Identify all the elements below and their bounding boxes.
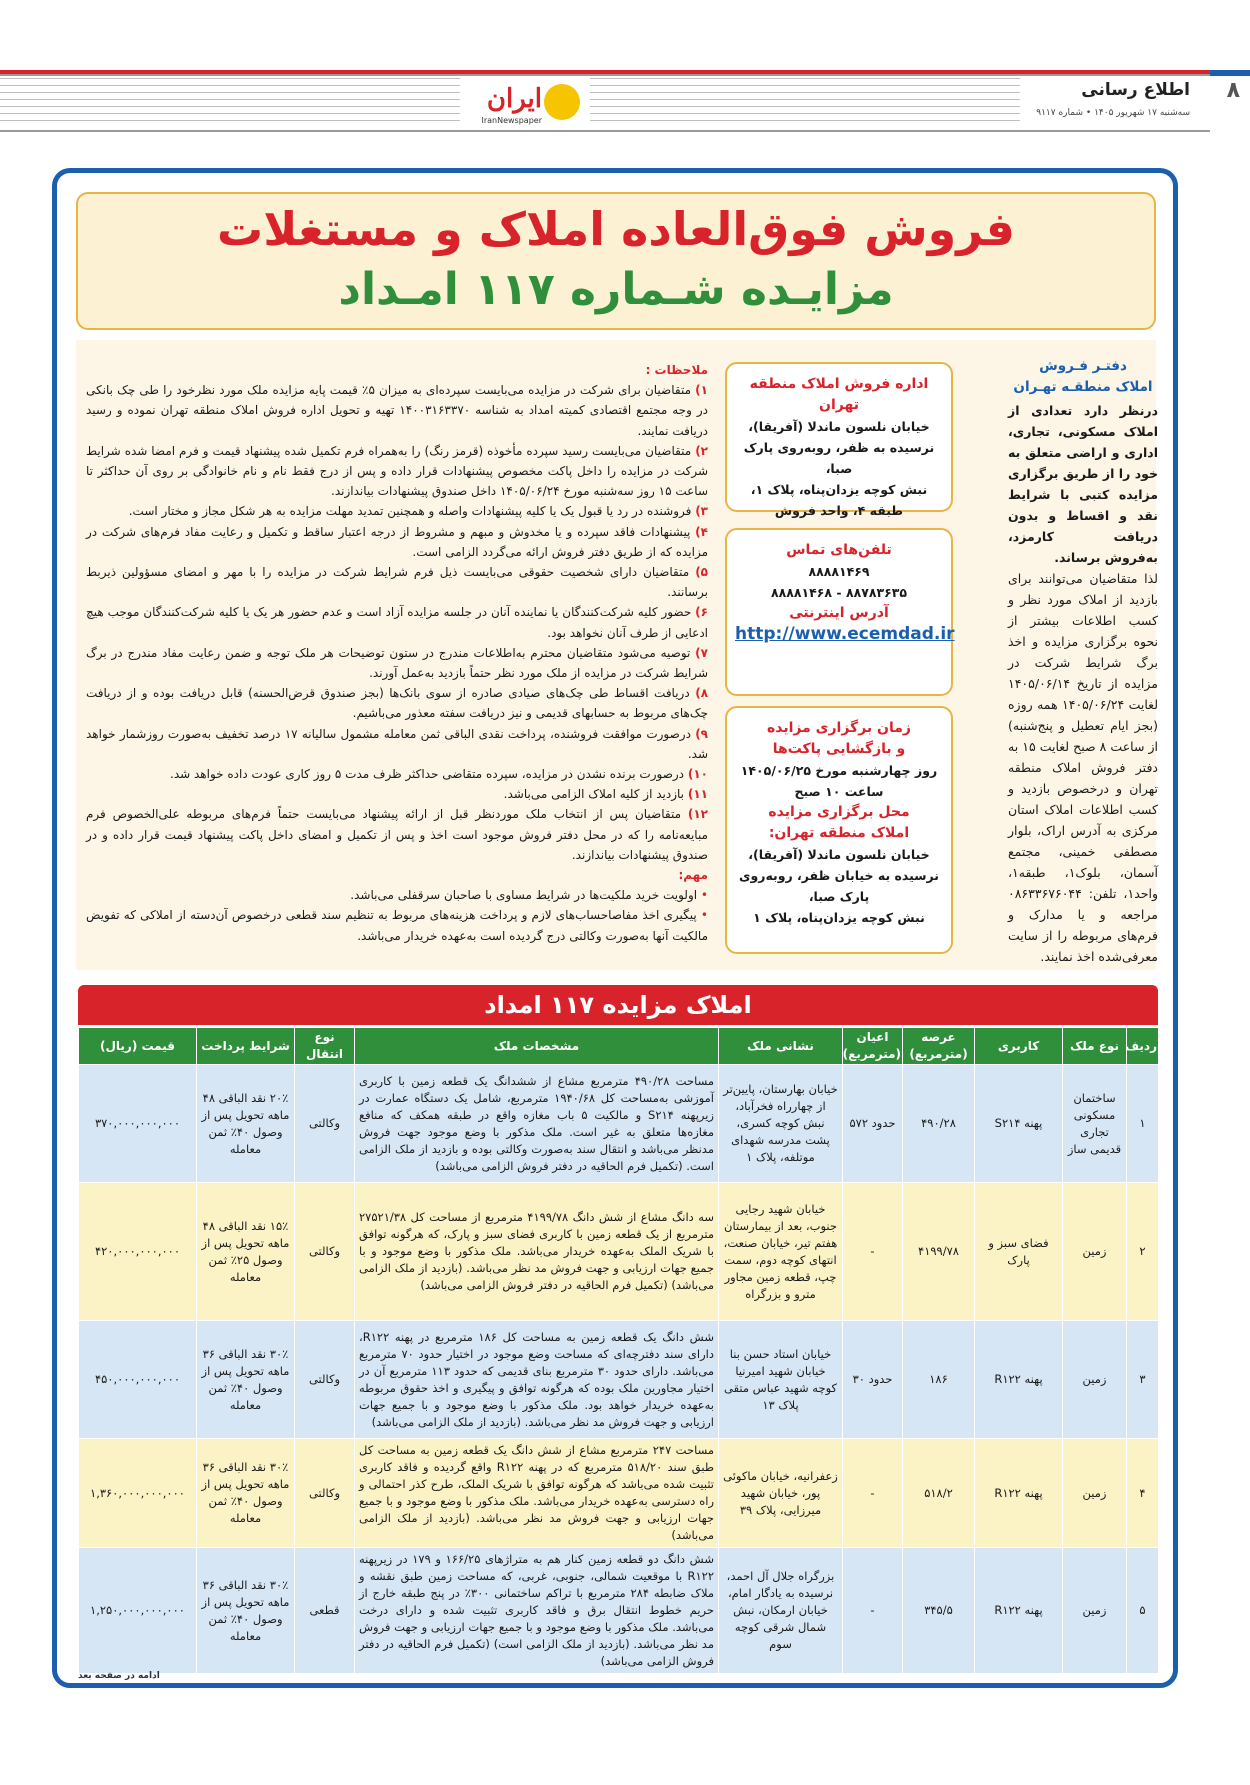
col-header-transfer: نوع انتقال <box>295 1028 355 1065</box>
cell-payment: ۳۰٪ نقد الباقی ۳۶ ماهه تحویل پس از وصول ۴۰٪ ثمن معامله <box>197 1321 295 1439</box>
cell-price: ۱,۲۵۰,۰۰۰,۰۰۰,۰۰۰ <box>79 1548 197 1674</box>
auction-time-title1: زمان برگزاری مزایده <box>767 720 911 736</box>
table-row <box>79 1321 1159 1439</box>
logo-subtitle: IranNewspaper <box>481 116 542 125</box>
cell-area: ۱۸۶ <box>903 1321 975 1439</box>
note-item: ۵) متقاضیان دارای شخصیت حقوقی می‌بایست ذیل فرم شرایط شرکت در مزایده را با مهر و امضای مسؤولین ذیربط برسانند. <box>86 565 708 600</box>
note-item: ۱۰) درصورت برنده نشدن در مزایده، سپرده متقاضی حداکثر ظرف مدت ۵ روز کاری عودت داده خواهد شد. <box>170 767 708 782</box>
bullet-icon: • <box>700 908 708 923</box>
cell-row: ۵ <box>1127 1548 1159 1674</box>
cell-usage: پهنه R۱۲۲ <box>975 1321 1063 1439</box>
cell-spec: مساحت ۴۹۰/۲۸ مترمربع مشاع از ششدانگ یک قطعه زمین با کاربری آموزشی به‌مساحت کل ۱۹۴۰/۶۸ مترمربع، شامل یک دستگاه عمارت در زیرپهنه S۲۱۴ و مالکیت ۵ باب مغازه واقع در طبقه همکف که منافع مغازه‌ها متعلق به غیر است. ملک مذکور با وضع موجود جهت فروش مدنظر می‌باشد و انتقال سند به‌صورت وکالتی بوده و بازدید از ملک الزامی است. (تکمیل فرم الحاقیه در دفتر فروش الزامی می‌باشد) <box>355 1065 719 1183</box>
cell-price: ۴۵۰,۰۰۰,۰۰۰,۰۰۰ <box>79 1321 197 1439</box>
cell-building: حدود ۳۰ <box>843 1321 903 1439</box>
cell-row: ۴ <box>1127 1439 1159 1548</box>
sun-icon <box>544 84 580 120</box>
table-row <box>79 1183 1159 1321</box>
auction-time-title2: و بازگشایی پاکت‌ها <box>772 741 906 757</box>
col-header-building: اعیان (مترمربع) <box>843 1028 903 1065</box>
cell-payment: ۳۰٪ نقد الباقی ۳۶ ماهه تحویل پس از وصول ۴۰٪ ثمن معامله <box>197 1548 295 1674</box>
cell-area: ۴۹۰/۲۸ <box>903 1065 975 1183</box>
cell-area: ۵۱۸/۲ <box>903 1439 975 1548</box>
auction-date: روز چهارشنبه مورخ ۱۴۰۵/۰۶/۲۵ <box>740 763 938 778</box>
col-header-address: نشانی ملک <box>719 1028 843 1065</box>
contact-title: تلفن‌های تماس <box>786 542 892 558</box>
hero-title: فروش فوق‌العاده املاک و مستغلات <box>216 202 1016 256</box>
table-header-row <box>79 1028 1159 1065</box>
cell-usage: پهنه S۲۱۴ <box>975 1065 1063 1183</box>
cell-building: - <box>843 1439 903 1548</box>
important-item: • پیگیری اخذ مفاصاحساب‌های لازم و پرداخت هزینه‌های مربوط به تنظیم سند قطعی درخصوص آن‌دسته از املاکی که تفویض مالکیت آنها به‌صورت وکالتی درج گردیده است به‌عهده خریدار می‌باشد. <box>86 908 708 943</box>
phone-1[interactable]: ۸۸۸۸۱۴۶۹ <box>808 564 870 579</box>
sales-office-line3: نبش کوچه یزدان‌پناه، پلاک ۱، <box>750 482 928 497</box>
auction-hour: ساعت ۱۰ صبح <box>794 784 884 799</box>
cell-transfer: وکالتی <box>295 1439 355 1548</box>
note-item: ۷) توصیه می‌شود متقاضیان محترم به‌اطلاعات مندرج در ستون توضیحات هر ملک توجه و ضمن رعایت مفاد مندرج در برگ شرایط شرکت در مزایده از ملک مورد نظر حتماً بازدید به‌عمل آورند. <box>86 645 708 681</box>
cell-spec: شش دانگ دو قطعه زمین کنار هم به متراژهای ۱۶۶/۲۵ و ۱۷۹ در زیرپهنه R۱۲۲ با موقعیت شمالی، جنوبی، غربی، که مساحت زمین طبق نقشه و ملاک ضابطه ۲۸۴ مترمربع با تراکم ساختمانی ۳۰۰٪ در پنج طبقه خارج از حریم خطوط انتقال برق و فاقد کاربری تثبیت شده و دارای درخت می‌باشد. ملک مذکور با وضع موجود و با جمیع جهات ارزیابی و جهت فروش مد نظر می‌باشد. (بازدید از ملک الزامی است) (تکمیل فرم الحاقیه در دفتر فروش الزامی می‌باشد) <box>355 1548 719 1674</box>
page-number: ۸ <box>1226 78 1240 103</box>
cell-address: خیابان استاد حسن بنا خیابان شهید امیرنیا کوچه شهید عباس متقی پلاک ۱۳ <box>719 1321 843 1439</box>
office-title-line1: دفتـر فـروش <box>1039 358 1127 374</box>
auction-address1: خیابان نلسون ماندلا (آفریقا)، <box>748 847 930 862</box>
note-item: ۱۱) بازدید از کلیه املاک الزامی می‌باشد. <box>503 787 708 802</box>
cell-price: ۱,۳۶۰,۰۰۰,۰۰۰,۰۰۰ <box>79 1439 197 1548</box>
note-item: ۴) پیشنهادات فاقد سپرده و یا مخدوش و مبهم و مشروط از درجه اعتبار ساقط و تکمیل و رعایت مفاد فرم‌های شرکت در مزایده که از طریق دفتر فروش ارائه می‌گردد الزامی است. <box>86 524 708 559</box>
header-rule-blue <box>1210 70 1250 76</box>
col-header-usage: کاربری <box>975 1028 1063 1065</box>
header-decor-lines-left <box>0 78 460 127</box>
office-column <box>1008 356 1158 967</box>
issue-line: سه‌شنبه ۱۷ شهریور ۱۴۰۵ • شماره ۹۱۱۷ <box>1036 108 1190 118</box>
office-intro: درنظر دارد تعدادی از املاک مسکونی، تجاری، اداری و اراضی متعلق به خود را از طریق برگزاری مزایده کتبی با شرایط نقد و اقساط و بدون دریافت کارمزد، به‌فروش برساند. <box>1008 403 1158 565</box>
cell-usage: فضای سبز و پارک <box>975 1183 1063 1321</box>
cell-row: ۲ <box>1127 1183 1159 1321</box>
cell-spec: شش دانگ یک قطعه زمین به مساحت کل ۱۸۶ مترمربع در پهنه R۱۲۲، دارای سند دفترچه‌ای که مساحت وضع موجود در اختیار حدود ۷۰ مترمربع می‌باشد. دارای حدود ۳۰ مترمربع بنای قدیمی که حدود ۱۱۳ مترمربع آن در اختیار مجاورین ملک بوده که هرگونه توافق و پیگیری و اخذ حقوق مربوطه به‌عهده خریدار خواهد بود. ملک مذکور با وضع موجود و با جمیع جهات ارزیابی و جهت فروش مد نظر می‌باشد. (بازدید از ملک الزامی می‌باشد) <box>355 1321 719 1439</box>
sales-office-line2: نرسیده به ظفر، روبه‌روی پارک صبا، <box>743 440 935 476</box>
table-row <box>79 1548 1159 1674</box>
header-decor-lines-right <box>590 78 1020 127</box>
header-rule-bottom <box>0 130 1210 132</box>
contact-box <box>725 528 953 696</box>
cell-payment: ۲۰٪ نقد الباقی ۴۸ ماهه تحویل پس از وصول ۴۰٪ ثمن معامله <box>197 1065 295 1183</box>
cell-transfer: وکالتی <box>295 1321 355 1439</box>
col-header-spec: مشخصات ملک <box>355 1028 719 1065</box>
continued-note: ادامه در صفحه بعد <box>78 1671 160 1681</box>
office-title-line2: املاک منطقـه تهـران <box>1013 379 1153 395</box>
table-row <box>79 1439 1159 1548</box>
notes-column <box>86 360 708 946</box>
sales-office-box <box>725 362 953 518</box>
note-item: ۱۲) متقاضیان پس از انتخاب ملک موردنظر قبل از ارائه پیشنهاد می‌بایست حتماً فرم‌های مربوطه علی‌الخصوص فرم مبایعه‌نامه را که در محل دفتر فروش موجود است اخذ و پس از تکمیل و امضای داخل پاکت پیشنهاد قیمت قرار داده و در صندوق پیشنهادات بیاندازند. <box>86 807 708 862</box>
cell-area: ۴۱۹۹/۷۸ <box>903 1183 975 1321</box>
col-header-payment: شرایط پرداخت <box>197 1028 295 1065</box>
cell-building: - <box>843 1183 903 1321</box>
bullet-icon: • <box>700 888 708 903</box>
sales-office-line4: طبقه ۴، واحد فروش <box>774 503 904 518</box>
auction-place-title1: محل برگزاری مزایده <box>768 804 910 820</box>
col-header-type: نوع ملک <box>1063 1028 1127 1065</box>
cell-type: زمین <box>1063 1321 1127 1439</box>
cell-row: ۳ <box>1127 1321 1159 1439</box>
important-heading: مهم: <box>678 868 708 883</box>
col-header-area: عرصه (مترمربع) <box>903 1028 975 1065</box>
auction-address3: نبش کوچه یزدان‌پناه، پلاک ۱ <box>753 910 925 925</box>
notes-heading: ملاحظات : <box>645 363 708 377</box>
cell-price: ۴۲۰,۰۰۰,۰۰۰,۰۰۰ <box>79 1183 197 1321</box>
cell-building: حدود ۵۷۲ <box>843 1065 903 1183</box>
logo-name: ایران <box>486 84 542 114</box>
cell-transfer: وکالتی <box>295 1183 355 1321</box>
properties-table <box>78 1027 1159 1674</box>
cell-spec: مساحت ۲۴۷ مترمربع مشاع از شش دانگ یک قطعه زمین به مساحت کل طبق سند ۵۱۸/۲۰ مترمربع که در پهنه R۱۲۲ واقع گردیده و فاقد کاربری تثبیت شده می‌باشد که هرگونه توافق با شریک الملک، طرح کذر احتمالی و راه دسترسی به‌عهده خریدار می‌باشد. ملک مذکور با وضع موجود و با جمیع جهات ارزیابی و جهت فروش مد نظر می‌باشد. (بازدید از ملک الزامی می‌باشد) <box>355 1439 719 1548</box>
auction-place-title2: املاک منطقه تهران: <box>768 825 910 841</box>
note-item: ۸) دریافت اقساط طی چک‌های صیادی صادره از سوی بانک‌ها (بجز صندوق قرض‌الحسنه) قابل دریافت بوده و از دریافت چک‌های مربوط به حسابهای قدیمی و نیز دریافت سفته معذور می‌باشیم. <box>86 686 709 721</box>
cell-payment: ۳۰٪ نقد الباقی ۳۶ ماهه تحویل پس از وصول ۴۰٪ ثمن معامله <box>197 1439 295 1548</box>
cell-usage: پهنه R۱۲۲ <box>975 1439 1063 1548</box>
hero-subtitle: مزایـده شـماره ۱۱۷ امـداد <box>338 264 894 315</box>
cell-type: زمین <box>1063 1439 1127 1548</box>
cell-usage: پهنه R۱۲۲ <box>975 1548 1063 1674</box>
cell-area: ۳۴۵/۵ <box>903 1548 975 1674</box>
cell-address: زعفرانیه، خیابان ماکوئی پور، خیابان شهید میرزایی، پلاک ۳۹ <box>719 1439 843 1548</box>
col-header-price: قیمت (ریال) <box>79 1028 197 1065</box>
phone-2[interactable]: ۸۸۷۸۳۶۳۵ - ۸۸۸۸۱۴۶۸ <box>771 585 907 600</box>
sales-office-line1: خیابان نلسون ماندلا (آفریقا)، <box>748 419 930 434</box>
auction-time-box <box>725 706 953 954</box>
cell-address: خیابان بهارستان، پایین‌تر از چهارراه فخرآباد، نبش کوچه کسری، پشت مدرسه شهدای موتلفه، پلاک ۱ <box>719 1065 843 1183</box>
table-title: املاک مزایده ۱۱۷ امداد <box>78 985 1158 1025</box>
note-item: ۶) حضور کلیه شرکت‌کنندگان یا نماینده آنان در جلسه مزایده آزاد است و عدم حضور هر یک یا کلیه شرکت‌کنندگان موجب هیچ ادعایی از طرف آنان نخواهد بود. <box>86 605 708 640</box>
cell-building: - <box>843 1548 903 1674</box>
cell-type: ساختمان مسکونی تجاری قدیمی ساز <box>1063 1065 1127 1183</box>
cell-transfer: قطعی <box>295 1548 355 1674</box>
sales-office-title: اداره فروش املاک منطقه تهران <box>749 376 929 413</box>
table-row <box>79 1065 1159 1183</box>
section-title: اطلاع رسانی <box>1081 80 1190 100</box>
hero-banner <box>76 192 1156 330</box>
cell-type: زمین <box>1063 1183 1127 1321</box>
cell-address: بزرگراه جلال آل احمد، نرسیده به یادگار امام، خیابان ارمکان، نبش شمال شرقی کوچه سوم <box>719 1548 843 1674</box>
important-item: • اولویت خرید ملکیت‌ها در شرایط مساوی با صاحبان سرقفلی می‌باشد. <box>350 888 708 903</box>
col-header-row: ردیف <box>1127 1028 1159 1065</box>
auction-address2: نرسیده به خیابان ظفر، روبه‌روی پارک صبا، <box>739 868 939 904</box>
note-item: ۲) متقاضیان می‌بایست رسید سپرده مأخوذه (قرمز رنگ) را به‌همراه فرم تکمیل شده پیشنهاد قیمت و فرم امضا شده شرایط شرکت در مزایده را داخل پاکت مخصوص پیشنهادات قرار داده و پس از درج فقط نام و نام خانوادگی بر روی آن حداکثر تا ساعت ۱۵ روز سه‌شنبه مورخ ۱۴۰۵/۰۶/۲۴ داخل صندوق پیشنهادات بیاندازند. <box>86 443 708 499</box>
cell-row: ۱ <box>1127 1065 1159 1183</box>
cell-type: زمین <box>1063 1548 1127 1674</box>
cell-address: خیابان شهید رجایی جنوب، بعد از بیمارستان هفتم تیر، خیابان صنعت، انتهای کوچه دوم، سمت چپ، قطعه زمین مجاور مترو و بزرگراه <box>719 1183 843 1321</box>
newspaper-logo[interactable] <box>470 84 580 128</box>
website-title: آدرس اینترنتی <box>789 605 889 621</box>
header-rule-gray <box>0 74 1210 76</box>
cell-spec: سه دانگ مشاع از شش دانگ ۴۱۹۹/۷۸ مترمربع از مساحت کل ۲۷۵۲۱/۳۸ مترمربع از یک قطعه زمین با کاربری فضای سبز و پارک، که هرگونه توافق با شریک الملک به‌عهده خریدار می‌باشد. ملک مذکور با وضع موجود و با جمیع جهات ارزیابی و جهت فروش مد نظر می‌باشد. (بازدید از ملک الزامی می‌باشد) (تکمیل فرم الحاقیه در دفتر فروش الزامی می‌باشد) <box>355 1183 719 1321</box>
cell-price: ۳۷۰,۰۰۰,۰۰۰,۰۰۰ <box>79 1065 197 1183</box>
website-link[interactable]: http://www.ecemdad.ir <box>735 624 955 644</box>
cell-payment: ۱۵٪ نقد الباقی ۴۸ ماهه تحویل پس از وصول ۲۵٪ ثمن معامله <box>197 1183 295 1321</box>
note-item: ۱) متقاضیان برای شرکت در مزایده می‌بایست سپرده‌ای به میزان ۵٪ قیمت پایه مزایده ملک مورد نظرخود را طی چک بانکی در وجه مجتمع اقتصادی کمیته امداد به شناسه ۱۴۰۰۳۱۶۳۳۷۰ تهیه و تحویل اداره فروش املاک منطقه تهران نموده و رسید دریافت نمایند. <box>86 383 708 438</box>
office-body: لذا متقاضیان می‌توانند برای بازدید از املاک مورد نظر و کسب اطلاعات بیشتر از نحوه برگزاری مزایده و اخذ برگ شرایط شرکت در مزایده از تاریخ ۱۴۰۵/۰۶/۱۴ لغایت ۱۴۰۵/۰۶/۲۴ همه روزه (بجز ایام تعطیل و پنج‌شنبه) از ساعت ۸ صبح لغایت ۱۵ به دفتر فروش املاک منطقه تهران و درخصوص بازدید و کسب اطلاعات املاک استان مرکزی به آدرس اراک، بلوار مصطفی خمینی، مجتمع آسمان، بلوک۱، طبقه۱، واحد۱، تلفن: ۰۸۶۳۳۶۷۶۰۴۴ مراجعه و یا مدارک و فرم‌های مربوطه را از سایت معرفی‌شده اخذ نمایند. <box>1008 571 1159 964</box>
cell-transfer: وکالتی <box>295 1065 355 1183</box>
note-item: ۳) فروشنده در رد یا قبول یک یا کلیه پیشنهادات واصله و همچنین تمدید مهلت مزایده به هر شکل مجاز و مختار است. <box>128 504 708 519</box>
note-item: ۹) درصورت موافقت فروشنده، پرداخت نقدی الباقی ثمن معامله مشمول سالیانه ۱۷ درصد تخفیف به‌صورت روزشمار خواهد شد. <box>86 726 708 761</box>
